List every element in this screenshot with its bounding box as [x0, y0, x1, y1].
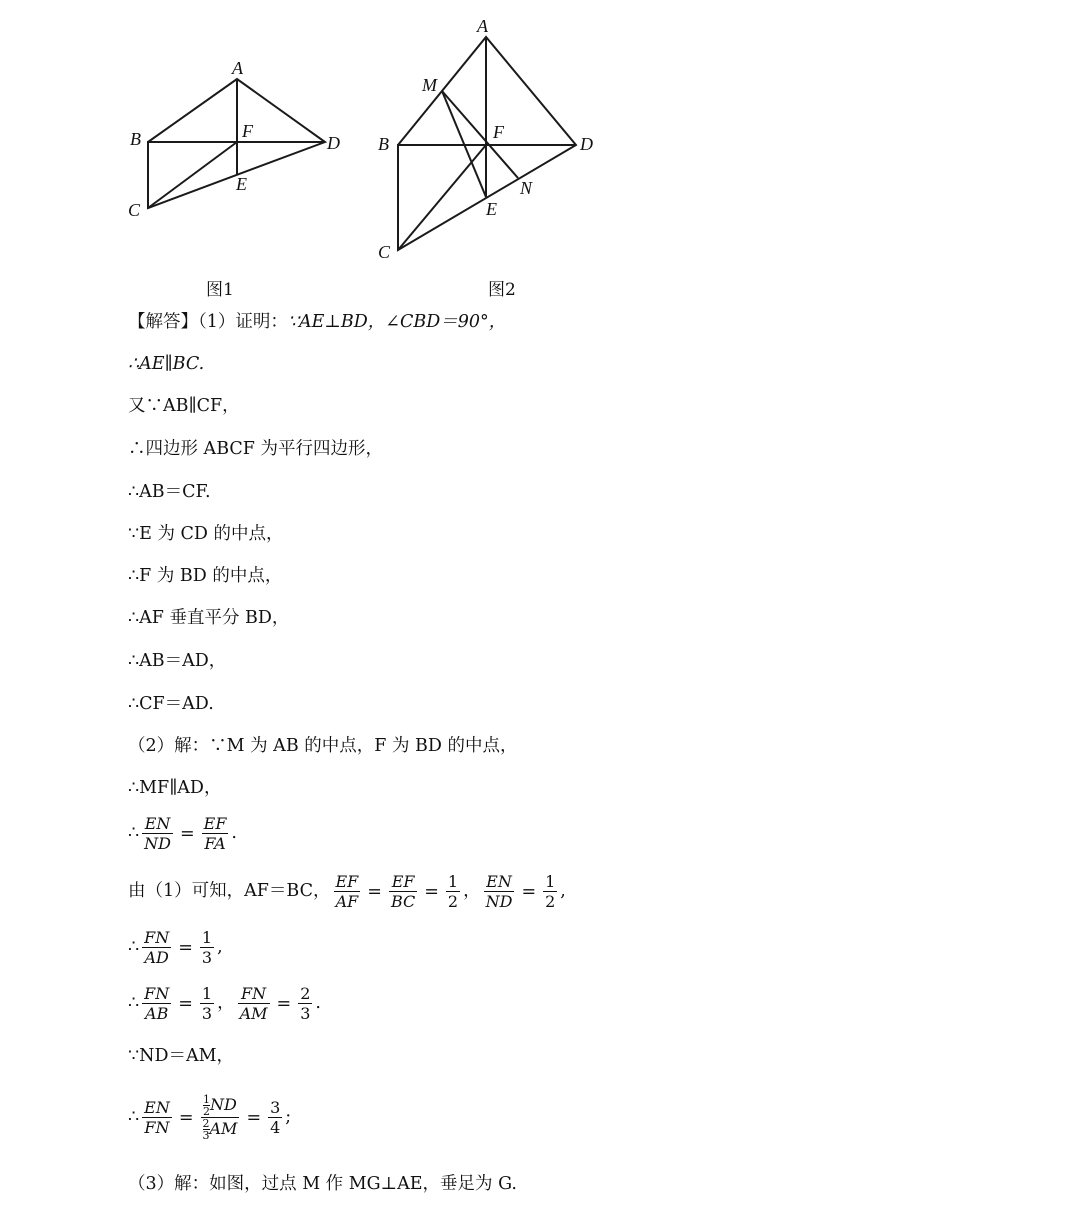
fraction-EN-ND-2: $\frac{EN}{ND}$	[485, 872, 513, 911]
part1-line-7: ∴AF 垂直平分 BD，	[128, 608, 290, 628]
therefore-symbol: ∴	[128, 823, 140, 843]
solution-header: 【解答】	[128, 312, 198, 332]
fig2-label-N: N	[520, 178, 533, 198]
fig1-label-F: F	[242, 121, 253, 141]
fraction-EN-ND: $\frac{EN}{ND}$	[144, 814, 171, 853]
by-part1-prefix: 由（1）可知，AF＝BC，	[128, 881, 331, 901]
fig2-label-E: E	[486, 199, 497, 219]
fraction-EF-FA: $\frac{EF}{FA}$	[203, 814, 227, 853]
figure-2	[378, 16, 593, 300]
part2-ratio-line-4: ∴ $\frac{FN}{AB}$ = $\frac{1}{3}$ ， $\frac{FN}{AM}$ = $\frac{2}{3}$ .	[128, 984, 321, 1023]
part1-line-4: ∴AB＝CF.	[128, 482, 211, 502]
fig1-label-C: C	[128, 200, 141, 220]
figures	[110, 0, 630, 310]
part1-given: ∵AE⊥BD，∠CBD＝90°，	[287, 312, 507, 332]
fig1-label-A: A	[232, 58, 243, 78]
part2-ratio-line-1: ∴ $\frac{EN}{ND}$ = $\frac{EF}{FA}$ .	[128, 814, 237, 853]
fraction-EN-FN: $\frac{EN}{FN}$	[144, 1098, 170, 1137]
fraction-FN-AM: $\frac{FN}{AM}$	[239, 984, 268, 1023]
fraction-three-fourths: $\frac{3}{4}$	[270, 1098, 281, 1137]
part1-line-1: ∴AE∥BC.	[128, 354, 205, 374]
fraction-one-third: $\frac{1}{3}$	[201, 928, 213, 967]
fig2-label-M: M	[422, 75, 437, 95]
fig2-label-B: B	[378, 134, 389, 154]
fraction-one-third-2: $\frac{1}{3}$	[201, 984, 213, 1023]
part2-because-line: ∵ND＝AM，	[128, 1046, 235, 1066]
fig1-label-D: D	[327, 133, 340, 153]
part1-line-6: ∴F 为 BD 的中点，	[128, 566, 283, 586]
figure-1	[128, 58, 340, 300]
part1-line-9: ∴CF＝AD.	[128, 694, 214, 714]
geometry-figures-svg	[110, 0, 630, 310]
fraction-FN-AB: $\frac{FN}{AB}$	[144, 984, 170, 1023]
fig1-label-B: B	[130, 129, 141, 149]
fig2-label-C: C	[378, 242, 391, 262]
part1-line-8: ∴AB＝AD，	[128, 651, 227, 671]
fraction-FN-AD: $\frac{FN}{AD}$	[144, 928, 170, 967]
fig2-label-F: F	[493, 122, 504, 142]
fig2-caption: 图2	[488, 280, 516, 300]
part1-line-2: 又∵AB∥CF，	[128, 396, 240, 416]
fraction-two-thirds: $\frac{2}{3}$	[300, 984, 311, 1023]
part1-line-3: ∴四边形 ABCF 为平行四边形，	[128, 439, 383, 459]
fig1-label-E: E	[236, 174, 247, 194]
fraction-one-half-2: $\frac{1}{2}$	[545, 872, 556, 911]
part1-line-5: ∵E 为 CD 的中点，	[128, 524, 284, 544]
part2-line-2: ∴MF∥AD，	[128, 778, 222, 798]
fraction-half-ND-over-twothirds-AM: $\frac{1}{2}$ ND $\frac{2}{3}$ AM	[202, 1093, 238, 1142]
fraction-one-half: $\frac{1}{2}$	[447, 872, 459, 911]
part3-line-1: （3）解：如图，过点 M 作 MG⊥AE，垂足为 G.	[128, 1174, 517, 1194]
part2-ratio-line-5: ∴ $\frac{EN}{FN}$ = $\frac{1}{2}$ ND $\frac{2}{3}$ AM = $\frac{3}{4}$ ;	[128, 1093, 292, 1142]
fig2-label-A: A	[477, 16, 488, 36]
part1-intro-line	[128, 310, 506, 334]
part2-line-1: （2）解：∵M 为 AB 的中点，F 为 BD 的中点，	[128, 736, 518, 756]
part1-intro: （1）证明：	[198, 312, 288, 332]
part2-ratio-line-3: ∴ $\frac{FN}{AD}$ = $\frac{1}{3}$ ,	[128, 928, 223, 967]
fraction-EF-AF: $\frac{EF}{AF}$	[335, 872, 359, 911]
fraction-EF-BC: $\frac{EF}{BC}$	[390, 872, 416, 911]
fig2-label-D: D	[580, 134, 593, 154]
fig1-caption: 图1	[206, 280, 234, 300]
part2-ratio-line-2: 由（1）可知，AF＝BC， $\frac{EF}{AF}$ = $\frac{EF}{BC}$ = $\frac{1}{2}$ ， $\frac{EN}{ND}$ = $\frac{1}{2}$ ,	[128, 872, 566, 911]
